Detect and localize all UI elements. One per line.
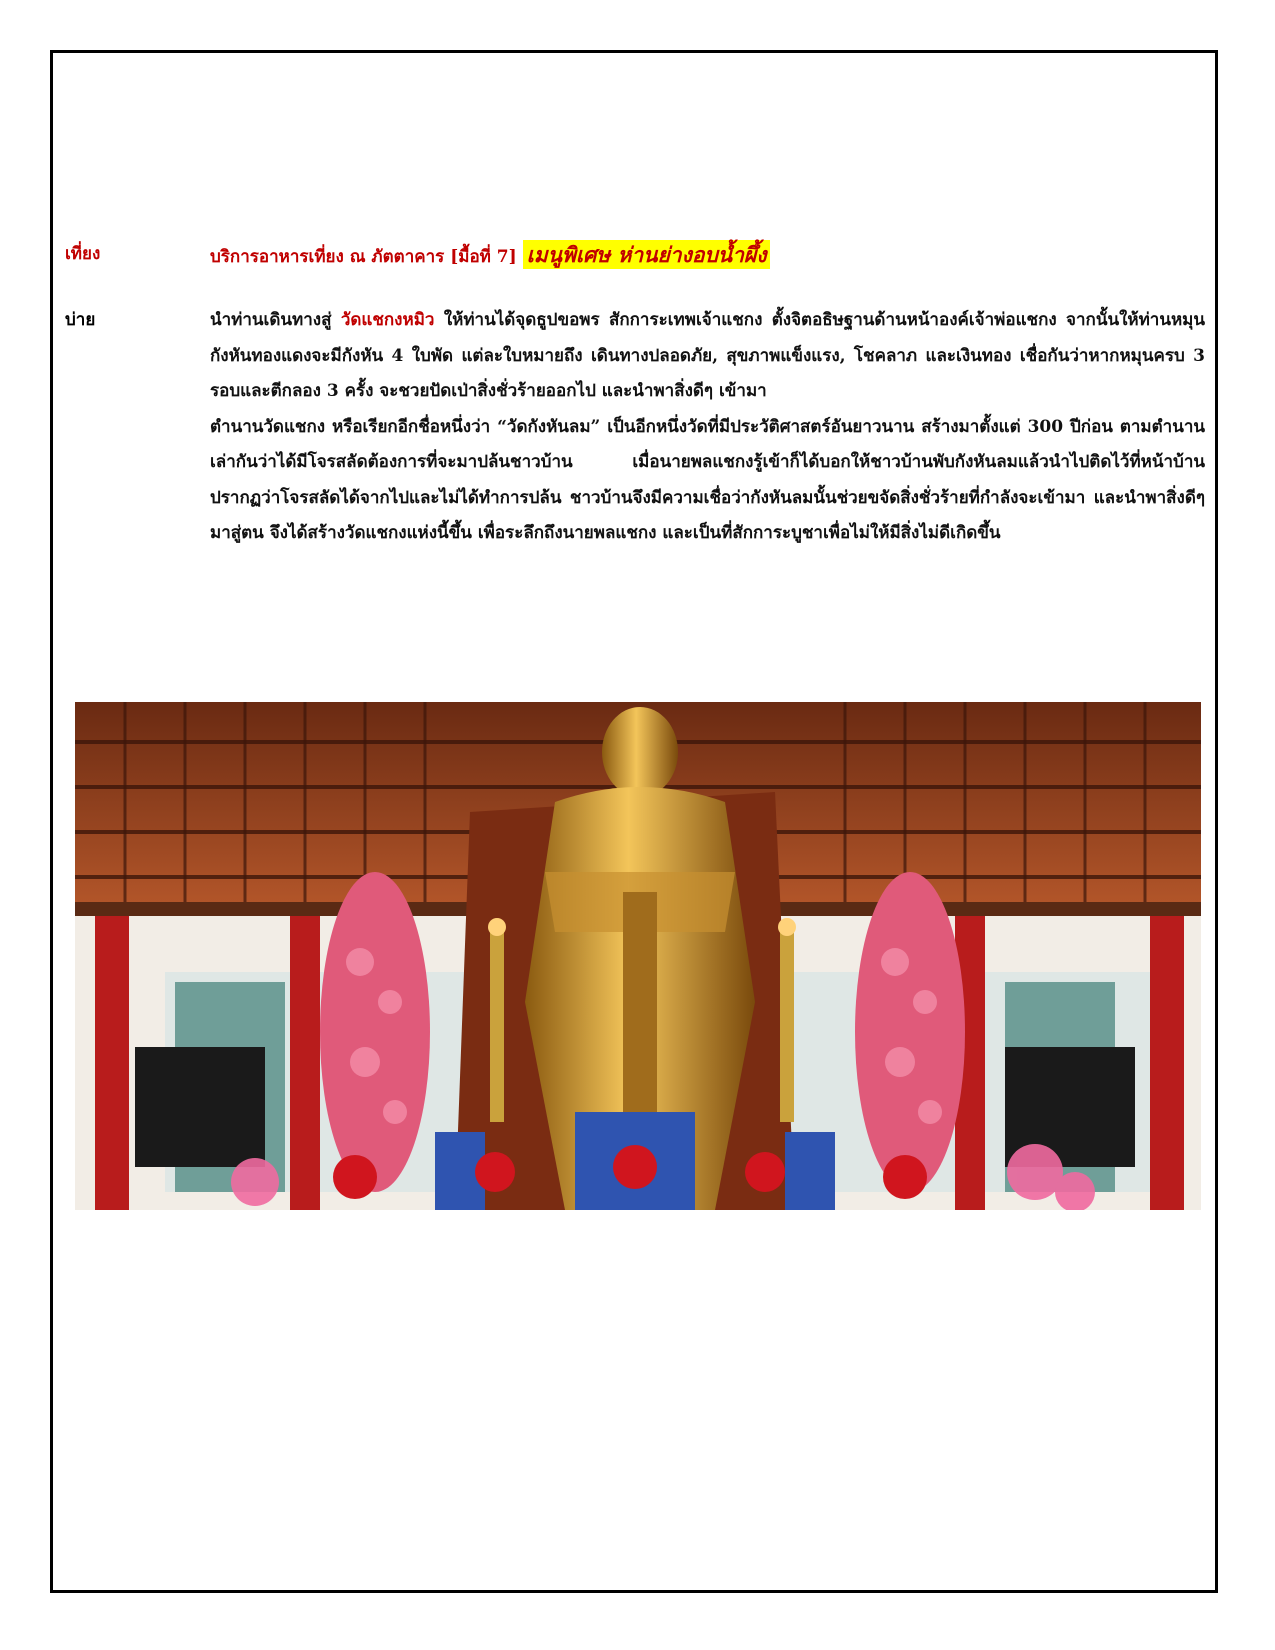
lunch-special-menu: เมนูพิเศษ ห่านย่างอบน้ำผึ้ง [523, 240, 771, 269]
afternoon-paragraph-2: ตำนานวัดแชกง หรือเรียกอีกชื่อหนึ่งว่า “วัดกังหันลม” เป็นอีกหนึ่งวัดที่มีประวัติศาสตร์อันยาวนาน สร้างมาตั้งแต่ 300 ปีก่อน ตามตำนานเล่ากันว่าได้มีโจรสลัดต้องการที่จะมาปล้นชาวบ้าน เมื่อนายพลแชกงรู้เข้าก็ได้บอกให้ชาวบ้านพับกังหันลมแล้วนำไปติดไว้ที่หน้าบ้าน ปรากฏว่าโจรสลัดได้จากไปและไม่ได้ทำการปล้น ชาวบ้านจึงมีความเชื่อว่ากังหันลมนั้นช่วยขจัดสิ่งชั่วร้ายที่กำลังจะเข้ามา และนำพาสิ่งดีๆ มาสู่ตน จึงได้สร้างวัดแชกงแห่งนี้ขึ้น เพื่อระลึกถึงนายพลแชกง และเป็นที่สักการะบูชาเพื่อไม่ให้มีสิ่งไม่ดีเกิดขึ้น [210, 416, 1205, 543]
afternoon-text [210, 303, 1205, 552]
lunch-text [210, 237, 1205, 276]
afternoon-time-label: บ่าย [65, 310, 96, 330]
afternoon-intro: นำท่านเดินทางสู่ [210, 310, 332, 330]
lunch-description: บริการอาหารเที่ยง ณ ภัตตาคาร [มื้อที่ 7] [210, 247, 517, 267]
afternoon-paragraph-1: ให้ท่านได้จุดธูปขอพร สักการะเทพเจ้าแชกง ตั้งจิตอธิษฐานด้านหน้าองค์เจ้าพ่อแชกง จากนั้นให้ท่านหมุนกังหันทองแดงจะมีกังหัน 4 ใบพัด แต่ละใบหมายถึง เดินทางปลอดภัย, สุขภาพแข็งแรง, โชคลาภ และเงินทอง เชื่อกันว่าหากหมุนครบ 3 รอบและตีกลอง 3 ครั้ง จะชวยปัดเป่าสิ่งชั่วร้ายออกไป และนำพาสิ่งดีๆ เข้ามา [210, 310, 1205, 401]
lunch-time-label: เที่ยง [65, 244, 101, 264]
temple-statue-image [75, 702, 1201, 1210]
temple-name: วัดแชกงหมิว [340, 310, 435, 330]
temple-photo [75, 702, 1201, 1210]
